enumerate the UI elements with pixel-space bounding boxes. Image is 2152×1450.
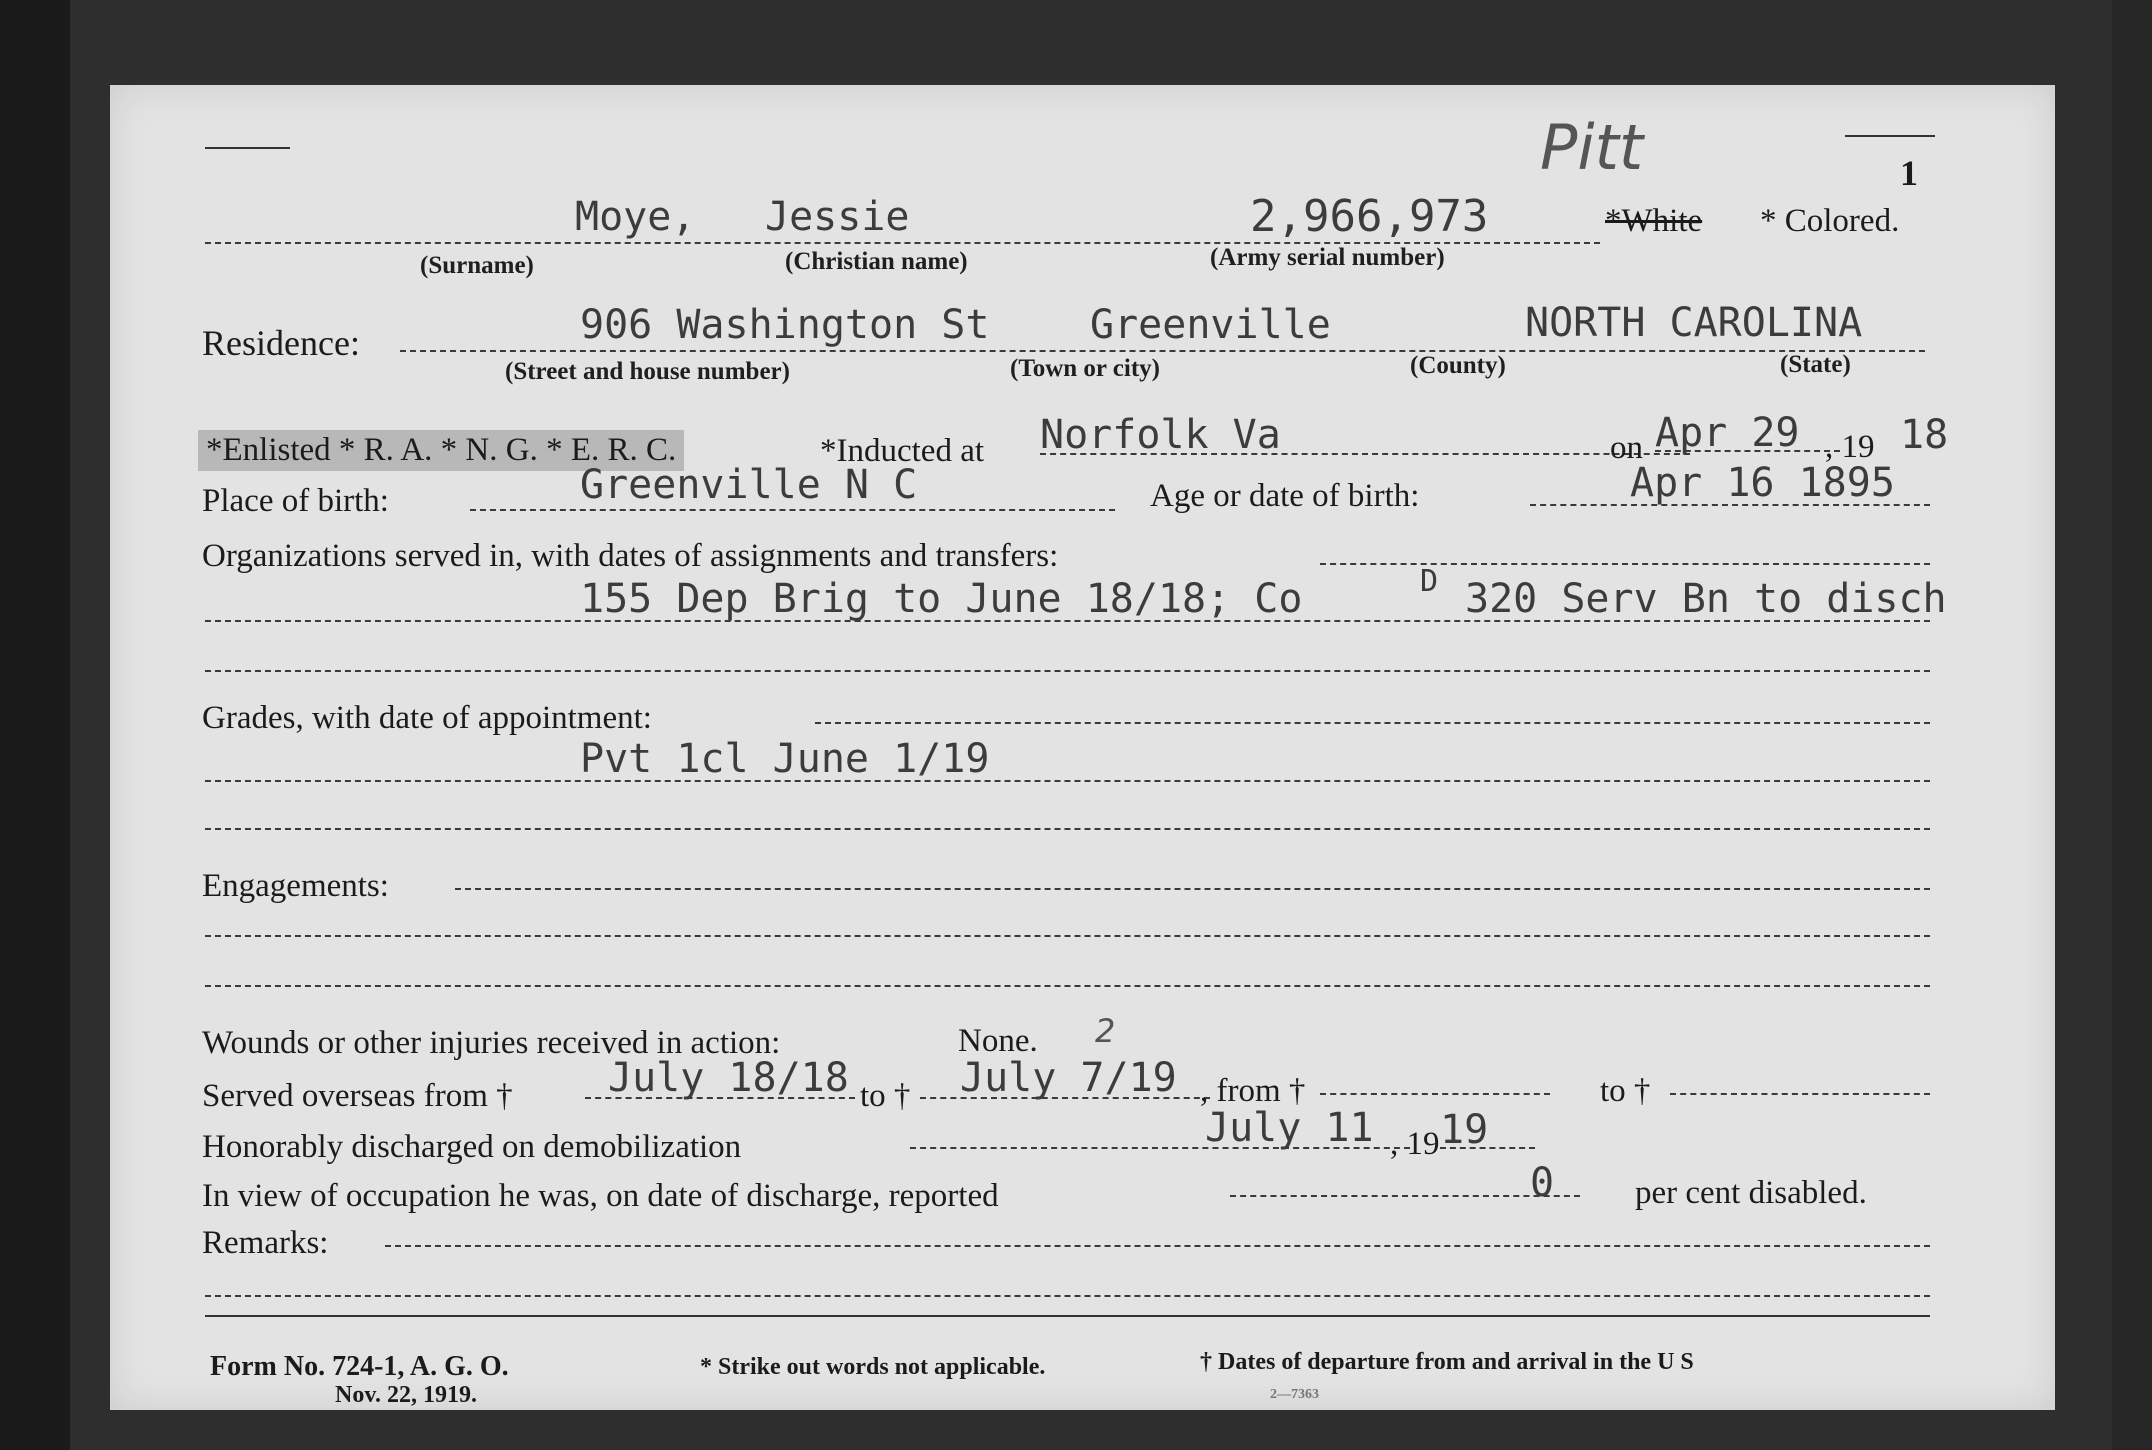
percent-disabled-line bbox=[1230, 1195, 1580, 1197]
engagements-line-0 bbox=[455, 888, 1930, 890]
served-overseas-label: Served overseas from † bbox=[202, 1078, 513, 1114]
dagger-note: † Dates of departure from and arrival in the U S bbox=[1200, 1349, 1694, 1375]
serial-label: (Army serial number) bbox=[1210, 244, 1445, 271]
age-or-dob-label: Age or date of birth: bbox=[1150, 478, 1420, 514]
serial-number-value: 2,966,973 bbox=[1250, 191, 1489, 242]
per-cent-disabled-label: per cent disabled. bbox=[1635, 1175, 1867, 1211]
place-of-birth-line bbox=[470, 509, 1115, 511]
residence-town-value: Greenville bbox=[1090, 302, 1331, 348]
overseas-from2-line bbox=[1320, 1093, 1550, 1095]
grades-value: Pvt 1cl June 1/19 bbox=[580, 736, 990, 782]
discharge-date-line bbox=[910, 1147, 1410, 1149]
state-label: (State) bbox=[1780, 351, 1851, 378]
race-option-colored: * Colored. bbox=[1760, 203, 1900, 239]
occupation-label: In view of occupation he was, on date of discharge, reported bbox=[202, 1178, 999, 1214]
remarks-line-1 bbox=[205, 1295, 1930, 1297]
race-option-white: *White bbox=[1605, 203, 1703, 239]
christian-name-label: (Christian name) bbox=[785, 248, 968, 275]
residence-line bbox=[400, 350, 1925, 352]
wounds-label: Wounds or other injuries received in action: bbox=[202, 1025, 781, 1061]
overseas-to-label: to † bbox=[860, 1078, 911, 1114]
date-of-birth-value: Apr 16 1895 bbox=[1630, 460, 1895, 506]
inducted-on-value: Apr 29 bbox=[1655, 410, 1800, 456]
organizations-line-1 bbox=[205, 620, 1930, 622]
overseas-to2-label: to † bbox=[1600, 1073, 1651, 1109]
overseas-to2-line bbox=[1670, 1093, 1930, 1095]
grades-line-1 bbox=[205, 780, 1930, 782]
organizations-line-2 bbox=[205, 670, 1930, 672]
organizations-value-b: 320 Serv Bn to disch bbox=[1465, 576, 1947, 622]
grades-line-0 bbox=[815, 722, 1930, 724]
discharge-year-value: 19 bbox=[1440, 1107, 1489, 1153]
surname-value: Moye, bbox=[575, 194, 696, 240]
organizations-line-0 bbox=[1320, 563, 1930, 565]
overseas-from-value: July 18/18 bbox=[608, 1055, 849, 1101]
inducted-year-prefix: , 19 bbox=[1825, 429, 1875, 465]
grades-line-2 bbox=[205, 828, 1930, 830]
remarks-line-2 bbox=[205, 1315, 1930, 1317]
remarks-label: Remarks: bbox=[202, 1225, 329, 1261]
place-of-birth-label: Place of birth: bbox=[202, 483, 389, 519]
residence-street-value: 906 Washington St bbox=[580, 302, 990, 348]
form-number: Form No. 724-1, A. G. O. bbox=[210, 1351, 509, 1382]
discharge-year-prefix: , 19 bbox=[1390, 1126, 1440, 1162]
wounds-value: None. bbox=[958, 1023, 1038, 1059]
engagements-label: Engagements: bbox=[202, 868, 389, 904]
date-of-birth-line bbox=[1530, 504, 1930, 506]
overseas-to-value: July 7/19 bbox=[960, 1055, 1177, 1101]
inducted-at-line bbox=[1040, 453, 1690, 455]
page-number: 1 bbox=[1900, 153, 1918, 193]
form-date: Nov. 22, 1919. bbox=[335, 1382, 478, 1408]
discharge-year-line bbox=[1440, 1147, 1535, 1149]
discharge-date-value: July 11 bbox=[1205, 1105, 1374, 1151]
inducted-on-line bbox=[1655, 450, 1840, 452]
residence-label: Residence: bbox=[202, 323, 360, 363]
top-left-rule bbox=[205, 147, 290, 149]
inducted-at-label: *Inducted at bbox=[820, 433, 985, 469]
percent-disabled-value: 0 bbox=[1530, 1160, 1555, 1206]
overseas-to-line bbox=[920, 1097, 1210, 1099]
print-code: 2—7363 bbox=[1270, 1387, 1319, 1402]
overseas-from-line bbox=[585, 1097, 855, 1099]
organizations-value-sup: D bbox=[1420, 564, 1439, 599]
top-right-rule bbox=[1845, 135, 1935, 137]
engagements-line-1 bbox=[205, 935, 1930, 937]
wounds-mark: 2 bbox=[1095, 1012, 1116, 1050]
service-record-card bbox=[110, 85, 2055, 1410]
grades-label: Grades, with date of appointment: bbox=[202, 700, 652, 736]
inducted-year-value: 18 bbox=[1900, 412, 1949, 458]
surname-label: (Surname) bbox=[420, 252, 534, 279]
enlisted-options: *Enlisted * R. A. * N. G. * E. R. C. bbox=[198, 430, 684, 471]
street-label: (Street and house number) bbox=[505, 358, 790, 385]
place-of-birth-value: Greenville N C bbox=[580, 462, 918, 508]
organizations-label: Organizations served in, with dates of assignments and transfers: bbox=[202, 538, 1059, 574]
overseas-from2-label: , from † bbox=[1200, 1073, 1306, 1109]
engagements-line-2 bbox=[205, 985, 1930, 987]
christian-name-value: Jessie bbox=[765, 194, 910, 240]
scan-border-right bbox=[2112, 0, 2152, 1450]
residence-state-value: NORTH CAROLINA bbox=[1525, 300, 1863, 346]
inducted-on-label: on bbox=[1610, 430, 1643, 466]
town-label: (Town or city) bbox=[1010, 355, 1160, 382]
organizations-value-a: 155 Dep Brig to June 18/18; Co bbox=[580, 576, 1303, 622]
county-annotation: Pitt bbox=[1540, 111, 1644, 184]
scan-border-left bbox=[0, 0, 70, 1450]
inducted-at-value: Norfolk Va bbox=[1040, 412, 1281, 458]
county-label: (County) bbox=[1410, 352, 1506, 379]
honorably-discharged-label: Honorably discharged on demobilization bbox=[202, 1129, 742, 1165]
remarks-line-0 bbox=[385, 1245, 1930, 1247]
strike-note: * Strike out words not applicable. bbox=[700, 1354, 1046, 1380]
